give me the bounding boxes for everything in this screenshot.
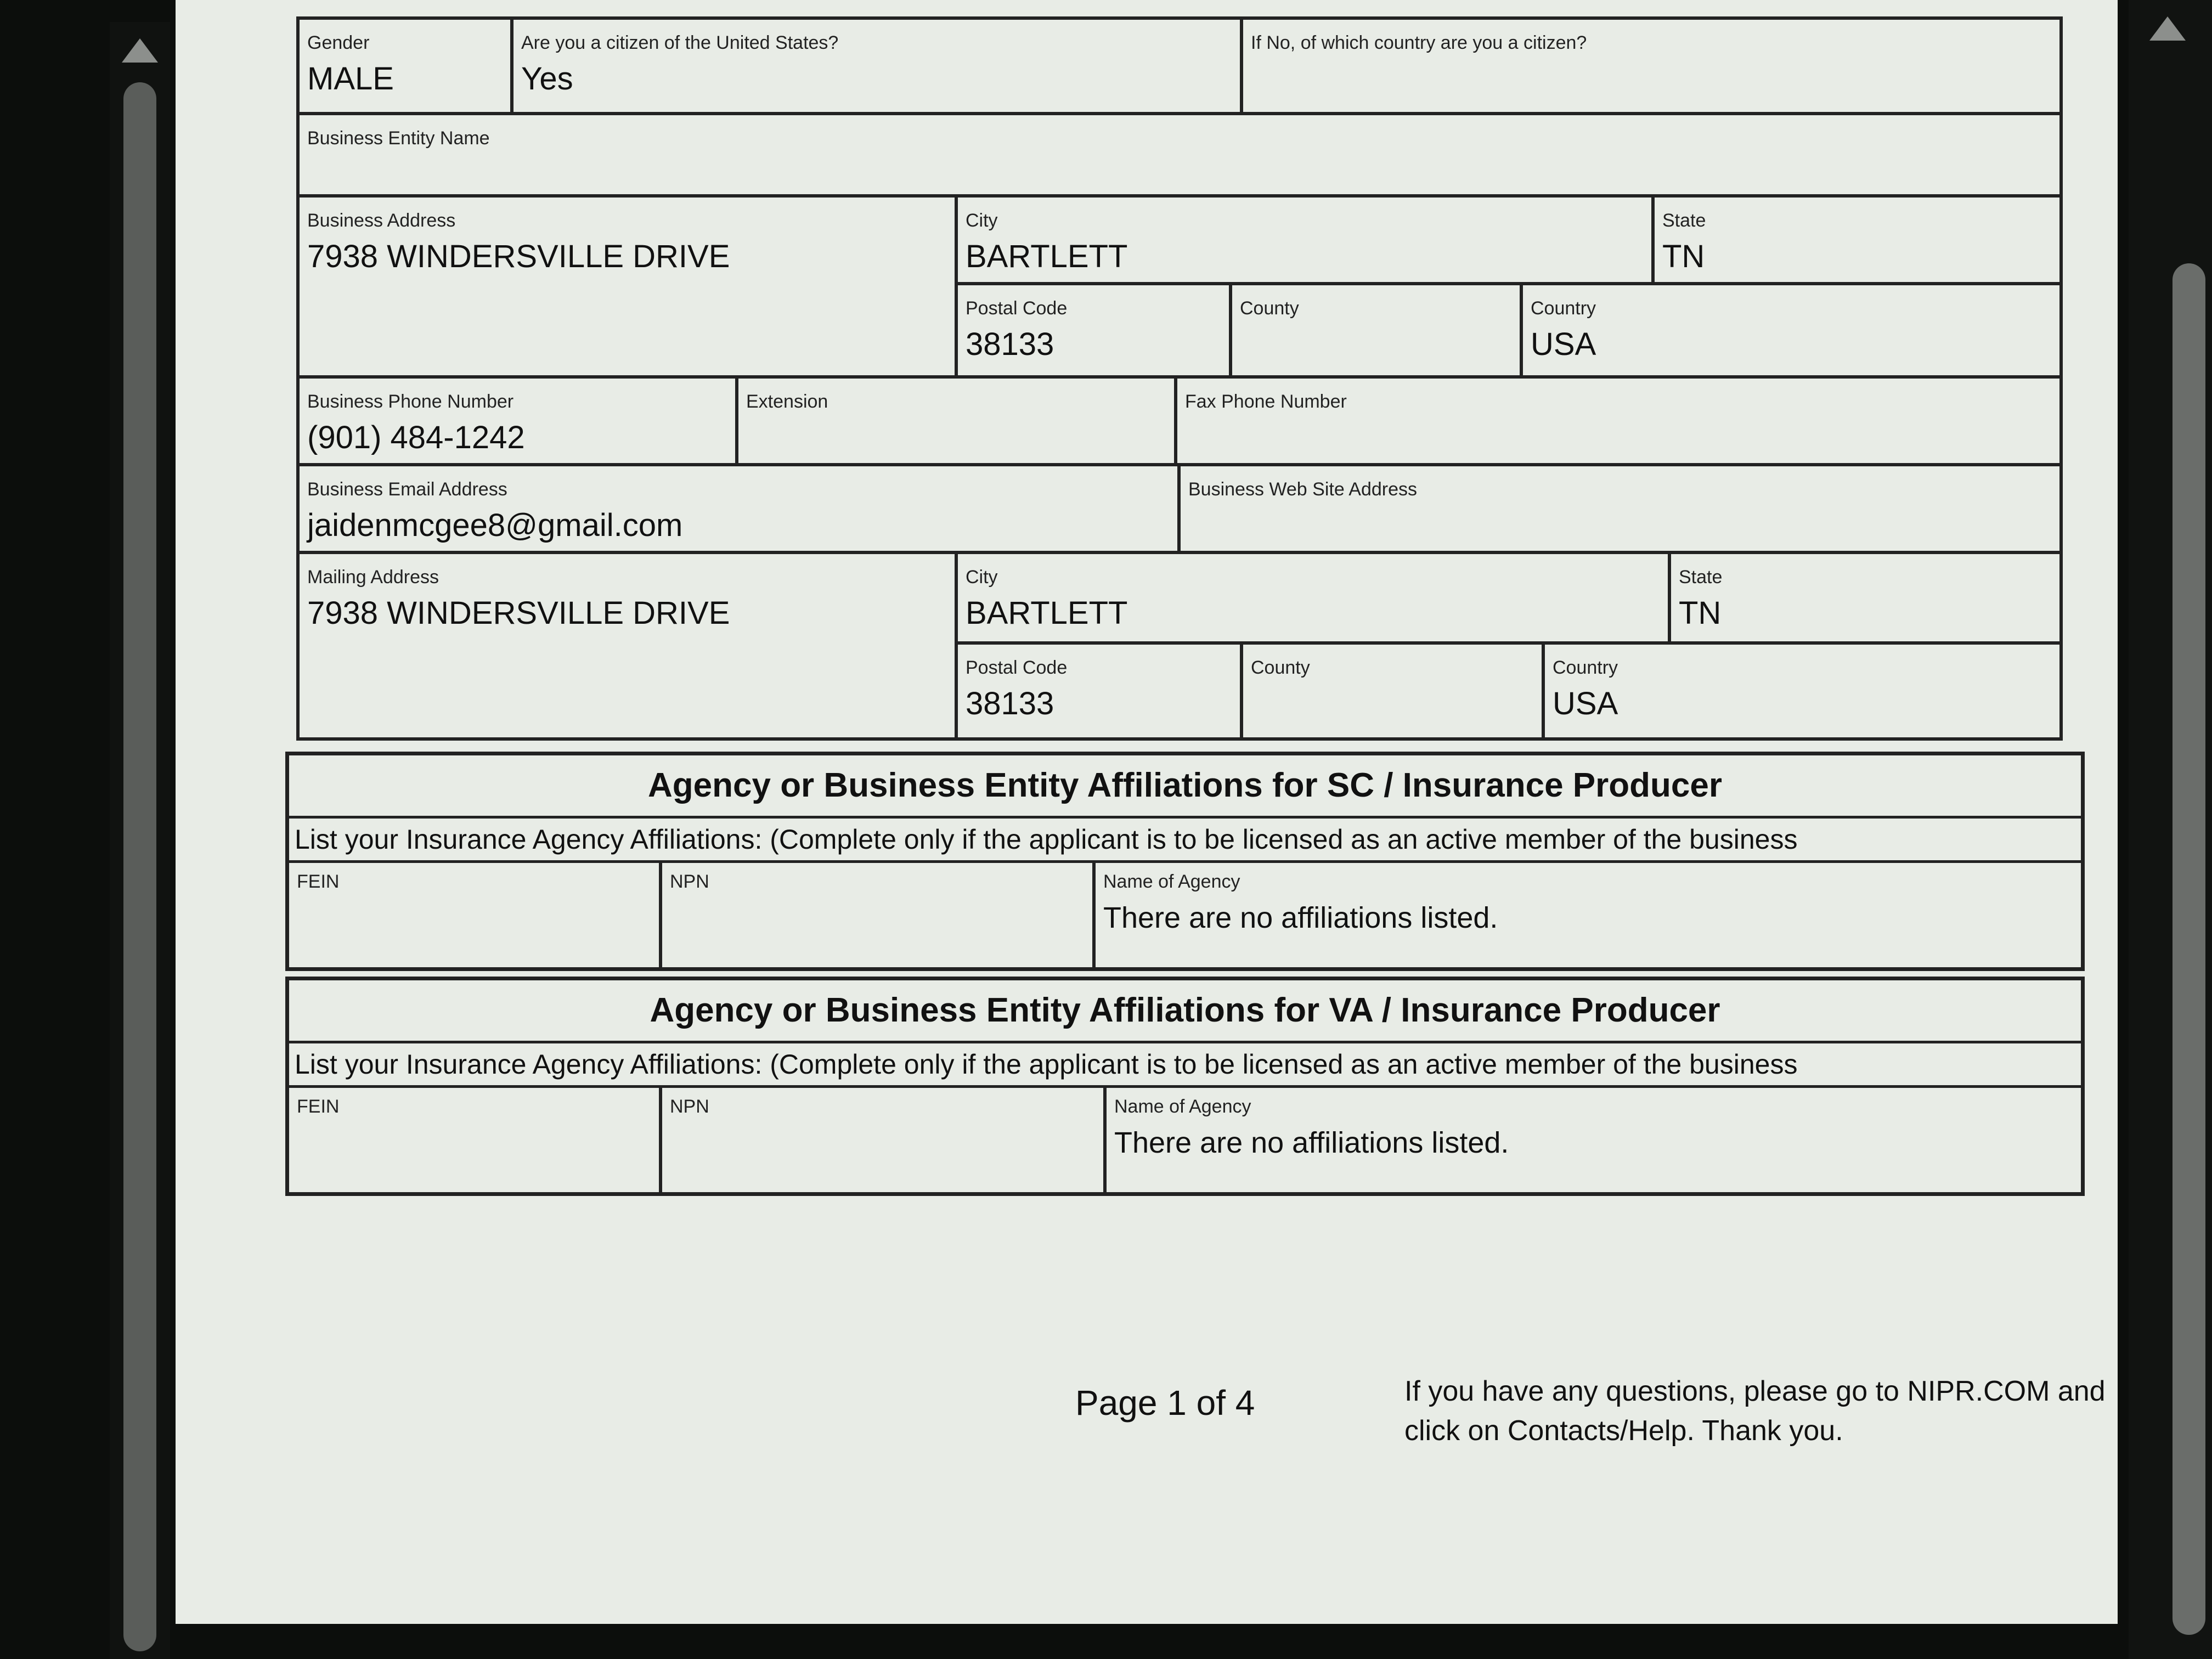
mailing-address-field[interactable]	[300, 554, 958, 737]
business-phone-field[interactable]	[300, 379, 738, 463]
business-state-label: State	[1662, 210, 1706, 231]
fein-field[interactable]	[289, 863, 662, 967]
mailing-city-value: BARTLETT	[966, 595, 1128, 631]
affiliation-title: Agency or Business Entity Affiliations for VA / Insurance Producer	[289, 980, 2081, 1043]
mailing-county-field[interactable]	[1243, 645, 1545, 737]
mailing-country-label: Country	[1553, 657, 1618, 678]
business-state-value: TN	[1662, 239, 1705, 274]
fein-label: FEIN	[297, 1096, 340, 1117]
business-postal-value: 38133	[966, 326, 1054, 362]
help-text: If you have any questions, please go to NIPR.COM and click on Contacts/Help. Thank you.	[1404, 1375, 2106, 1447]
citizen-label: Are you a citizen of the United States?	[521, 32, 839, 53]
gender-value: MALE	[307, 61, 394, 97]
business-city-label: City	[966, 210, 998, 231]
mailing-city-label: City	[966, 567, 998, 588]
agency-name-label: Name of Agency	[1114, 1096, 1251, 1117]
affiliation-row	[289, 863, 2081, 967]
document-page	[176, 0, 2118, 1624]
fein-label: FEIN	[297, 871, 340, 892]
mailing-country-value: USA	[1553, 686, 1618, 721]
agency-name-value: There are no affiliations listed.	[1114, 1126, 1509, 1159]
gender-field[interactable]	[300, 20, 514, 112]
affiliation-subtitle: List your Insurance Agency Affiliations: (Complete only if the applicant is to be licensed as an active member of the business	[289, 1043, 2081, 1088]
business-country-label: Country	[1531, 298, 1596, 319]
right-scrollbar[interactable]	[2129, 0, 2212, 1659]
agency-name-value: There are no affiliations listed.	[1103, 901, 1498, 934]
scroll-up-arrow-icon[interactable]	[122, 38, 158, 63]
business-email-field[interactable]	[300, 466, 1181, 551]
fax-field[interactable]	[1177, 379, 2059, 463]
business-phone-value: (901) 484-1242	[307, 420, 525, 455]
page-indicator: Page 1 of 4	[1075, 1383, 1255, 1423]
entity-name-row	[296, 115, 2063, 198]
npn-field[interactable]	[662, 1088, 1107, 1192]
mailing-country-field[interactable]	[1545, 645, 2059, 737]
mailing-postal-label: Postal Code	[966, 657, 1068, 678]
mailing-postal-field[interactable]	[958, 645, 1243, 737]
gender-label: Gender	[307, 32, 370, 53]
business-country-field[interactable]	[1523, 285, 2059, 375]
scroll-up-arrow-icon[interactable]	[2149, 16, 2186, 41]
citizen-value: Yes	[521, 61, 573, 97]
extension-label: Extension	[746, 391, 828, 412]
business-location-group	[958, 198, 2059, 375]
business-phone-label: Business Phone Number	[307, 391, 514, 412]
website-field[interactable]	[1181, 466, 2059, 551]
business-city-state-row	[958, 198, 2059, 285]
phone-row	[296, 379, 2063, 466]
other-country-label: If No, of which country are you a citizen?	[1251, 32, 1587, 53]
business-state-field[interactable]	[1655, 198, 2059, 282]
extension-field[interactable]	[738, 379, 1177, 463]
right-scroll-thumb[interactable]	[2172, 263, 2205, 1635]
citizenship-row	[296, 16, 2063, 115]
agency-name-field[interactable]	[1107, 1088, 2081, 1192]
citizen-field[interactable]	[514, 20, 1243, 112]
business-email-value: jaidenmcgee8@gmail.com	[307, 507, 683, 543]
business-address-value: 7938 WINDERSVILLE DRIVE	[307, 239, 730, 274]
mailing-county-label: County	[1251, 657, 1310, 678]
business-city-field[interactable]	[958, 198, 1655, 282]
business-postal-label: Postal Code	[966, 298, 1068, 319]
business-county-label: County	[1240, 298, 1299, 319]
mailing-postal-value: 38133	[966, 686, 1054, 721]
mailing-address-row	[296, 554, 2063, 741]
mailing-postal-row	[958, 645, 2059, 737]
business-postal-field[interactable]	[958, 285, 1232, 375]
affiliation-row	[289, 1088, 2081, 1192]
entity-name-label: Business Entity Name	[307, 128, 490, 149]
applicant-form	[296, 16, 2063, 741]
mailing-address-label: Mailing Address	[307, 567, 439, 588]
affiliation-section-va	[285, 977, 2085, 1196]
mailing-state-label: State	[1679, 567, 1723, 588]
mailing-address-value: 7938 WINDERSVILLE DRIVE	[307, 595, 730, 631]
left-scrollbar[interactable]	[110, 22, 170, 1659]
mailing-state-field[interactable]	[1671, 554, 2059, 641]
fax-label: Fax Phone Number	[1185, 391, 1347, 412]
business-county-field[interactable]	[1232, 285, 1523, 375]
npn-field[interactable]	[662, 863, 1096, 967]
business-city-value: BARTLETT	[966, 239, 1128, 274]
mailing-city-state-row	[958, 554, 2059, 645]
business-address-row	[296, 198, 2063, 379]
website-label: Business Web Site Address	[1188, 479, 1418, 500]
business-email-label: Business Email Address	[307, 479, 507, 500]
left-scroll-thumb[interactable]	[123, 82, 156, 1651]
mailing-location-group	[958, 554, 2059, 737]
business-address-field[interactable]	[300, 198, 958, 375]
business-address-label: Business Address	[307, 210, 456, 231]
npn-label: NPN	[670, 871, 709, 892]
agency-name-label: Name of Agency	[1103, 871, 1240, 892]
affiliation-subtitle: List your Insurance Agency Affiliations: (Complete only if the applicant is to be licensed as an active member of the business	[289, 819, 2081, 863]
business-country-value: USA	[1531, 326, 1596, 362]
agency-name-field[interactable]	[1096, 863, 2081, 967]
fein-field[interactable]	[289, 1088, 662, 1192]
entity-name-field[interactable]	[300, 115, 2059, 194]
affiliation-title: Agency or Business Entity Affiliations for SC / Insurance Producer	[289, 755, 2081, 819]
mailing-city-field[interactable]	[958, 554, 1671, 641]
other-country-field[interactable]	[1243, 20, 2059, 112]
npn-label: NPN	[670, 1096, 709, 1117]
mailing-state-value: TN	[1679, 595, 1722, 631]
affiliation-section-sc	[285, 752, 2085, 971]
email-row	[296, 466, 2063, 554]
business-postal-row	[958, 285, 2059, 375]
